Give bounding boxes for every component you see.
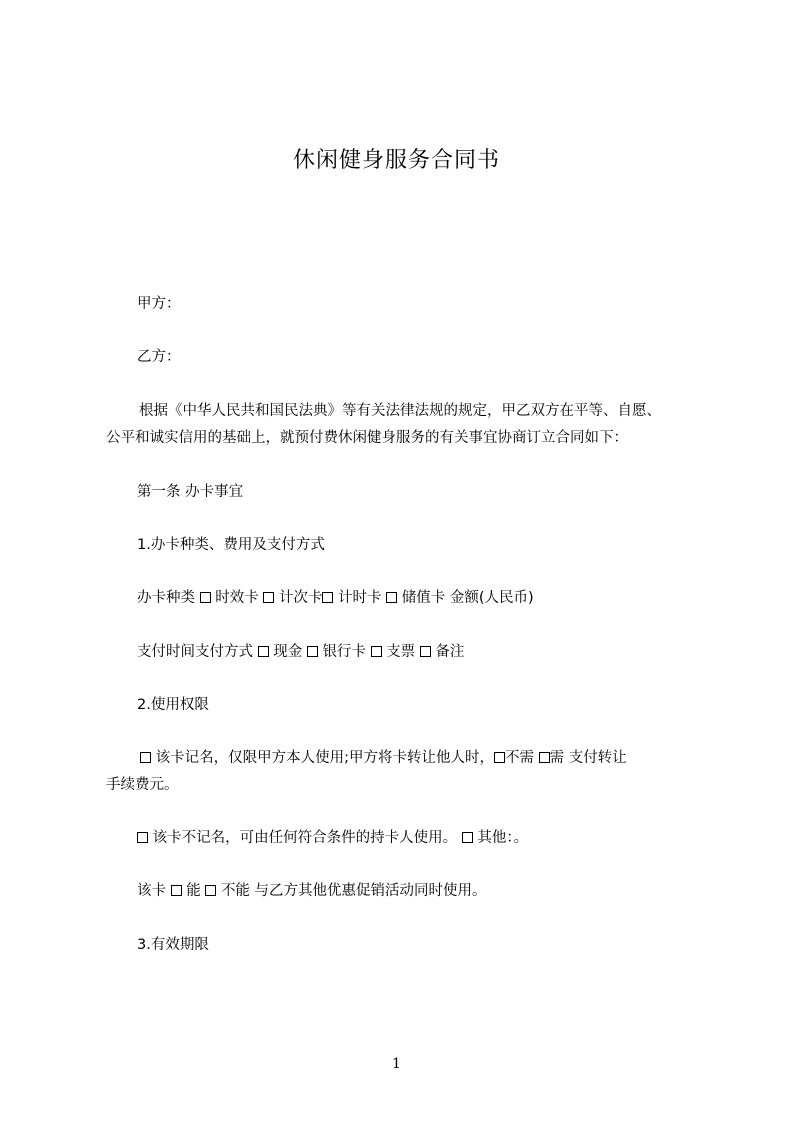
option-check: 支票	[386, 644, 416, 660]
amount-label: 金额(人民币)	[449, 590, 534, 606]
option-stored-value-card: 储值卡	[401, 590, 446, 606]
checkbox-time-card[interactable]	[200, 592, 211, 603]
option-cannot: 不能	[220, 883, 250, 899]
article-1-heading: 第一条 办卡事宜	[137, 484, 244, 500]
checkbox-count-card[interactable]	[263, 592, 274, 603]
option-hour-card: 计时卡	[338, 590, 382, 606]
page-number: 1	[392, 1056, 401, 1072]
checkbox-remarks[interactable]	[420, 646, 431, 657]
option-cash: 现金	[273, 644, 303, 660]
checkbox-check[interactable]	[371, 646, 382, 657]
option-bank-card: 银行卡	[322, 644, 366, 660]
payment-row	[137, 640, 464, 661]
intro-paragraph-line2: 公平和诚实信用的基础上，就预付费休闲健身服务的有关事宜协商订立合同如下：	[106, 430, 628, 446]
party-a-label: 甲方：	[137, 296, 181, 312]
checkbox-can[interactable]	[171, 885, 182, 896]
named-card-row	[140, 746, 627, 767]
document-title: 休闲健身服务合同书	[292, 148, 500, 173]
checkbox-other[interactable]	[462, 832, 473, 843]
option-can: 能	[186, 883, 201, 899]
checkbox-named-card[interactable]	[140, 752, 151, 763]
payment-label: 支付时间支付方式	[137, 644, 253, 660]
unnamed-card-text: 该卡不记名，可由任何符合条件的持卡人使用。	[152, 830, 458, 846]
transfer-fee-text: 支付转让	[568, 750, 627, 766]
section-2-heading: 2.使用权限	[137, 697, 209, 713]
option-count-card: 计次卡	[278, 590, 323, 606]
option-time-card: 时效卡	[215, 590, 259, 606]
option-no-fee: 不需	[505, 750, 534, 766]
checkbox-cash[interactable]	[258, 646, 269, 657]
section-1-heading: 1.办卡种类、费用及支付方式	[137, 537, 325, 553]
combine-suffix: 与乙方其他优惠促销活动同时使用。	[254, 883, 487, 899]
unnamed-card-row	[137, 826, 528, 847]
option-other: 其他：。	[477, 830, 529, 846]
option-remarks: 备注	[435, 644, 465, 660]
named-card-text: 该卡记名，仅限甲方本人使用;甲方将卡转让他人时，	[155, 750, 494, 766]
section-3-heading: 3.有效期限	[137, 937, 209, 953]
combine-prefix: 该卡	[137, 883, 166, 899]
checkbox-fee[interactable]	[539, 752, 550, 763]
checkbox-cannot[interactable]	[205, 885, 216, 896]
party-b-label: 乙方：	[137, 349, 181, 365]
card-type-label: 办卡种类	[137, 590, 195, 606]
intro-paragraph-line1: 根据《中华人民共和国民法典》等有关法律法规的规定，甲乙双方在平等、自愿、	[139, 403, 661, 419]
checkbox-unnamed-card[interactable]	[137, 832, 148, 843]
checkbox-stored-value-card[interactable]	[386, 592, 397, 603]
checkbox-no-fee[interactable]	[494, 752, 505, 763]
card-type-row	[137, 586, 534, 607]
combine-promo-row	[137, 879, 487, 900]
checkbox-bank-card[interactable]	[307, 646, 318, 657]
named-card-line2: 手续费元。	[106, 777, 179, 793]
checkbox-hour-card[interactable]	[322, 592, 333, 603]
option-fee: 需	[549, 750, 565, 766]
